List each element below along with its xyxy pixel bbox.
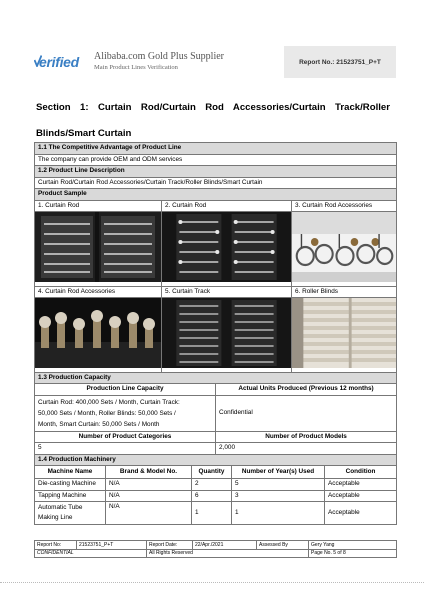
footer-page-label: Page No. [311,550,332,556]
report-number-box: Report No.: 21523751_P+T [284,46,396,78]
machine-name: Die-casting Machine [35,479,106,491]
footer-page [309,549,397,558]
capacity-line: Month, Smart Curtain: 50,000 Sets / Month [38,420,160,428]
footer-report-number: 21523751_P+T [77,541,147,550]
sample-label: 4. Curtain Rod Accessories [35,286,162,298]
table-row [35,479,397,491]
description-text: Curtain Rod/Curtain Rod Accessories/Curtain Track/Roller Blinds/Smart Curtain [35,177,397,189]
capacity-line: 50,000 Sets / Month, Roller Blinds: 50,000 Sets / [38,409,176,417]
machine-name-line: Automatic Tube [38,504,83,511]
curtain-rod-photo [35,212,161,282]
description-heading: 1.2 Product Line Description [35,166,397,178]
actual-units-column-header: Actual Units Produced (Previous 12 months) [216,384,397,396]
sample-label: 6. Roller Blinds [292,286,397,298]
curtain-rod-accessories-photo [292,212,396,282]
machine-quantity: 1 [192,502,232,525]
page-bottom-divider [0,582,424,583]
footer-assessor: Gery Yang [309,541,397,550]
sample-photo [162,212,292,287]
roller-blinds-photo [292,298,396,368]
machinery-column-header: Number of Year(s) Used [232,466,325,479]
machine-years: 5 [232,479,325,491]
machinery-column-header: Brand & Model No. [106,466,192,479]
sample-label: 2. Curtain Rod [162,200,292,212]
section-title: Section 1: Curtain Rod/Curtain Rod Accessories/Curtain Track/Roller Blinds/Smart Curtain [36,102,390,139]
sample-photo [162,298,292,373]
footer-confidential: CONFIDENTIAL [35,549,147,558]
footer-assessed-label: Assessed By [257,541,309,550]
categories-column-header: Number of Product Categories [35,431,216,443]
table-row [35,490,397,502]
machine-name [35,502,106,525]
supplier-title: Alibaba.com Gold Plus Supplier [94,51,224,62]
product-line-table [34,142,397,525]
capacity-value [35,395,216,431]
sample-photo [292,212,397,287]
footer-date-label: Report Date: [147,541,193,550]
report-footer [34,540,397,558]
machinery-column-header: Condition [325,466,397,479]
footer-rights: All Rights Reserved [147,549,309,558]
curtain-rod-accessories-photo [35,298,161,368]
advantage-heading: 1.1 The Competitive Advantage of Product Line [35,143,397,155]
footer-date: 22/Apr./2021 [193,541,257,550]
sample-label: 1. Curtain Rod [35,200,162,212]
capacity-line: Curtain Rod: 400,000 Sets / Month, Curtain Track: [38,398,180,406]
machinery-column-header: Quantity [192,466,232,479]
machine-brand: N/A [106,479,192,491]
sample-label: 3. Curtain Rod Accessories [292,200,397,212]
verified-logo [34,51,88,73]
capacity-heading: 1.3 Production Capacity [35,372,397,384]
machine-brand: N/A [106,502,192,525]
models-value: 2,000 [216,443,397,455]
machine-condition: Acceptable [325,479,397,491]
logo-text: erified [39,54,79,70]
machinery-heading: 1.4 Production Machinery [35,454,397,466]
machine-condition: Acceptable [325,502,397,525]
curtain-rod-photo [162,212,291,282]
table-row [35,502,397,525]
footer-page-number: 5 of 8 [333,550,346,556]
machine-years: 3 [232,490,325,502]
machine-quantity: 6 [192,490,232,502]
footer-report-label: Report No: [35,541,77,550]
capacity-column-header: Production Line Capacity [35,384,216,396]
supplier-subtitle: Main Product Lines Verification [94,64,178,71]
advantage-text: The company can provide OEM and ODM services [35,154,397,166]
sample-photo [35,298,162,373]
sample-heading: Product Sample [35,189,397,201]
sample-photo [292,298,397,373]
models-column-header: Number of Product Models [216,431,397,443]
categories-value: 5 [35,443,216,455]
machine-name: Tapping Machine [35,490,106,502]
machine-condition: Acceptable [325,490,397,502]
machine-quantity: 2 [192,479,232,491]
actual-units-value: Confidential [216,395,397,431]
machine-years: 1 [232,502,325,525]
sample-label: 5. Curtain Track [162,286,292,298]
machine-brand: N/A [106,490,192,502]
curtain-track-photo [162,298,291,368]
report-header [34,46,396,78]
machinery-column-header: Machine Name [35,466,106,479]
machine-name-line: Making Line [38,514,73,521]
sample-photo [35,212,162,287]
